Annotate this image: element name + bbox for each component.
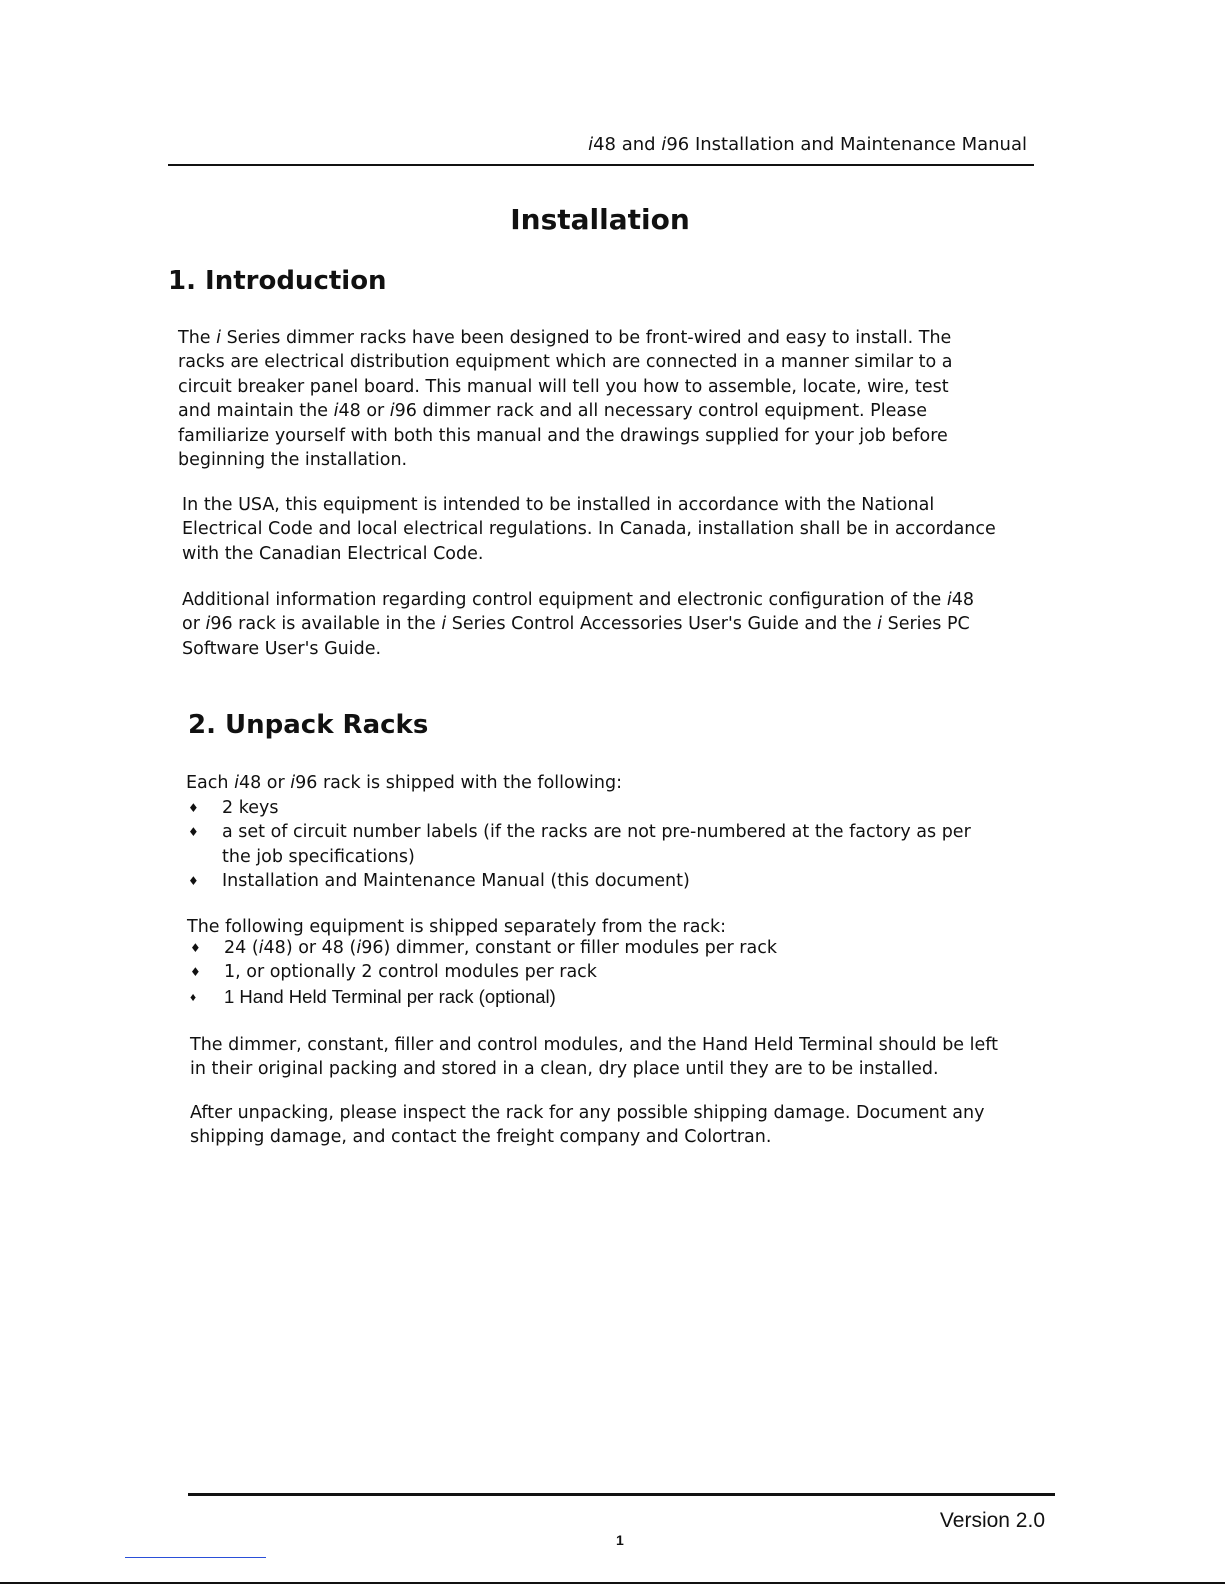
list-item bbox=[188, 869, 971, 893]
shipped-with-intro: Each i48 or i96 rack is shipped with the following: bbox=[186, 773, 622, 793]
list-item-text: Installation and Maintenance Manual (this document) bbox=[222, 871, 690, 892]
list-item bbox=[190, 960, 777, 984]
text-line: Software User's Guide. bbox=[182, 638, 382, 659]
paragraph-intro-3 bbox=[182, 588, 974, 661]
section-heading-unpack-racks: 2. Unpack Racks bbox=[188, 710, 429, 740]
text-line: Additional information regarding control equipment and electronic configuration of the i48 bbox=[182, 590, 975, 610]
footer-rule bbox=[188, 1493, 1055, 1496]
list-item-text: 24 (i48) or 48 (i96) dimmer, constant or filler modules per rack bbox=[224, 938, 777, 958]
list-item bbox=[190, 985, 777, 1009]
text-line: After unpacking, please inspect the rack for any possible shipping damage. Document any bbox=[190, 1103, 985, 1123]
diamond-bullet-icon: ♦ bbox=[190, 941, 201, 955]
diamond-bullet-icon: ♦ bbox=[190, 989, 197, 1004]
list-item-text: 1 Hand Held Terminal per rack (optional) bbox=[224, 985, 556, 1007]
text-line: circuit breaker panel board. This manual will tell you how to assemble, locate, wire, test bbox=[178, 376, 949, 397]
text-line: Electrical Code and local electrical regulations. In Canada, installation shall be in accordance bbox=[182, 519, 996, 540]
text-line: or i96 rack is available in the i Series Control Accessories User's Guide and the i Series PC bbox=[182, 614, 970, 635]
page-edge bbox=[0, 1582, 1225, 1584]
section-heading-introduction: 1. Introduction bbox=[168, 266, 387, 296]
text-line: in their original packing and stored in a clean, dry place until they are to be installed. bbox=[190, 1059, 939, 1080]
list-item bbox=[188, 796, 971, 820]
shipped-separately-list bbox=[190, 936, 777, 1009]
paragraph-intro-1 bbox=[178, 326, 952, 472]
shipped-separately-intro: The following equipment is shipped separately from the rack: bbox=[187, 917, 727, 937]
paragraph-inspection bbox=[190, 1101, 984, 1150]
text-line: with the Canadian Electrical Code. bbox=[182, 543, 484, 564]
list-item-text: the job specifications) bbox=[222, 846, 415, 867]
diamond-bullet-icon: ♦ bbox=[188, 825, 199, 840]
page-title: Installation bbox=[510, 203, 690, 236]
diamond-bullet-icon: ♦ bbox=[190, 965, 201, 980]
scan-artifact-line bbox=[125, 1557, 266, 1558]
text-line: The dimmer, constant, filler and control modules, and the Hand Held Terminal should be left bbox=[190, 1035, 998, 1055]
version-label: Version 2.0 bbox=[939, 1509, 1045, 1532]
running-header: i48 and i96 Installation and Maintenance Manual bbox=[588, 134, 1027, 155]
header-rule bbox=[168, 164, 1034, 166]
text-line: In the USA, this equipment is intended to be installed in accordance with the National bbox=[182, 495, 935, 515]
page-number: 1 bbox=[616, 1532, 624, 1548]
list-item-text: a set of circuit number labels (if the racks are not pre-numbered at the factory as per bbox=[222, 822, 971, 843]
paragraph-intro-2 bbox=[182, 493, 996, 566]
shipped-with-list bbox=[188, 796, 971, 894]
text-line: shipping damage, and contact the freight company and Colortran. bbox=[190, 1127, 772, 1148]
paragraph-storage bbox=[190, 1033, 998, 1082]
list-item bbox=[190, 936, 777, 960]
diamond-bullet-icon: ♦ bbox=[188, 874, 199, 889]
text-line: racks are electrical distribution equipment which are connected in a manner similar to a bbox=[178, 352, 953, 373]
diamond-bullet-icon: ♦ bbox=[188, 801, 199, 815]
text-line: familiarize yourself with both this manual and the drawings supplied for your job before bbox=[178, 425, 948, 446]
text-line: beginning the installation. bbox=[178, 450, 408, 471]
list-item-text: 2 keys bbox=[222, 798, 279, 818]
list-item-text: 1, or optionally 2 control modules per rack bbox=[224, 962, 597, 983]
list-item bbox=[188, 820, 971, 869]
text-line: The i Series dimmer racks have been designed to be front-wired and easy to install. The bbox=[178, 328, 952, 348]
text-line: and maintain the i48 or i96 dimmer rack and all necessary control equipment. Please bbox=[178, 401, 927, 422]
